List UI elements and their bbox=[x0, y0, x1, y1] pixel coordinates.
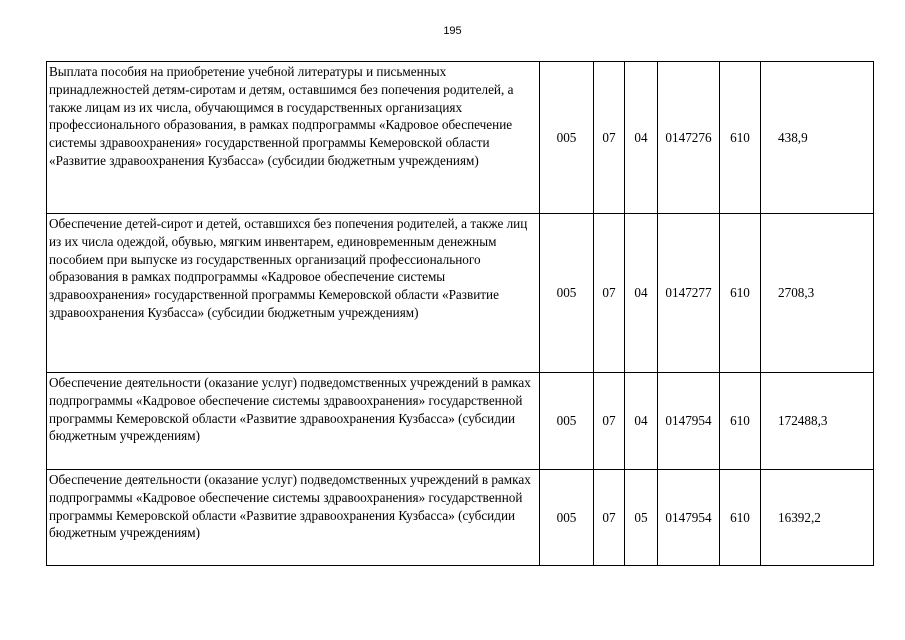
target-code: 0147954 bbox=[658, 373, 720, 470]
table-row bbox=[47, 373, 874, 470]
expense-type-code: 610 bbox=[720, 62, 761, 214]
table-row bbox=[47, 470, 874, 566]
target-code: 0147276 bbox=[658, 62, 720, 214]
page-number: 195 bbox=[443, 25, 462, 37]
section-code: 07 bbox=[594, 373, 625, 470]
section-code: 07 bbox=[594, 62, 625, 214]
subsection-code: 04 bbox=[625, 62, 658, 214]
budget-table bbox=[46, 61, 874, 566]
expense-type-code: 610 bbox=[720, 373, 761, 470]
expense-type-code: 610 bbox=[720, 214, 761, 373]
amount-value: 172488,3 bbox=[761, 373, 874, 470]
row-description: Обеспечение детей-сирот и детей, оставшихся без попечения родителей, а также лиц из их числа одеждой, обувью, мягким инвентарем, единовременным денежным пособием при выпуске из государственных организаций профессионального образования в рамках подпрограммы «Кадровое обеспечение системы здравоохранения» государственной программы Кемеровской области «Развитие здравоохранения Кузбасса» (субсидии бюджетным учреждениям) bbox=[47, 214, 540, 373]
row-description: Выплата пособия на приобретение учебной литературы и письменных принадлежностей детям-сиротам и детям, оставшимся без попечения родителей, а также лицам из их числа, обучающимся в государственных организациях профессионального образования, в рамках подпрограммы «Кадровое обеспечение системы здравоохранения» государственной программы Кемеровской области «Развитие здравоохранения Кузбасса» (субсидии бюджетным учреждениям) bbox=[47, 62, 540, 214]
table-row bbox=[47, 214, 874, 373]
subsection-code: 05 bbox=[625, 470, 658, 566]
ministry-code: 005 bbox=[540, 62, 594, 214]
amount-value: 2708,3 bbox=[761, 214, 874, 373]
amount-value: 438,9 bbox=[761, 62, 874, 214]
target-code: 0147277 bbox=[658, 214, 720, 373]
section-code: 07 bbox=[594, 470, 625, 566]
target-code: 0147954 bbox=[658, 470, 720, 566]
ministry-code: 005 bbox=[540, 214, 594, 373]
subsection-code: 04 bbox=[625, 373, 658, 470]
section-code: 07 bbox=[594, 214, 625, 373]
expense-type-code: 610 bbox=[720, 470, 761, 566]
row-description: Обеспечение деятельности (оказание услуг) подведомственных учреждений в рамках подпрограммы «Кадровое обеспечение системы здравоохранения» государственной программы Кемеровской области «Развитие здравоохранения Кузбасса» (субсидии бюджетным учреждениям) bbox=[47, 373, 540, 470]
table-row bbox=[47, 62, 874, 214]
subsection-code: 04 bbox=[625, 214, 658, 373]
ministry-code: 005 bbox=[540, 373, 594, 470]
ministry-code: 005 bbox=[540, 470, 594, 566]
row-description: Обеспечение деятельности (оказание услуг) подведомственных учреждений в рамках подпрограммы «Кадровое обеспечение системы здравоохранения» государственной программы Кемеровской области «Развитие здравоохранения Кузбасса» (субсидии бюджетным учреждениям) bbox=[47, 470, 540, 566]
amount-value: 16392,2 bbox=[761, 470, 874, 566]
